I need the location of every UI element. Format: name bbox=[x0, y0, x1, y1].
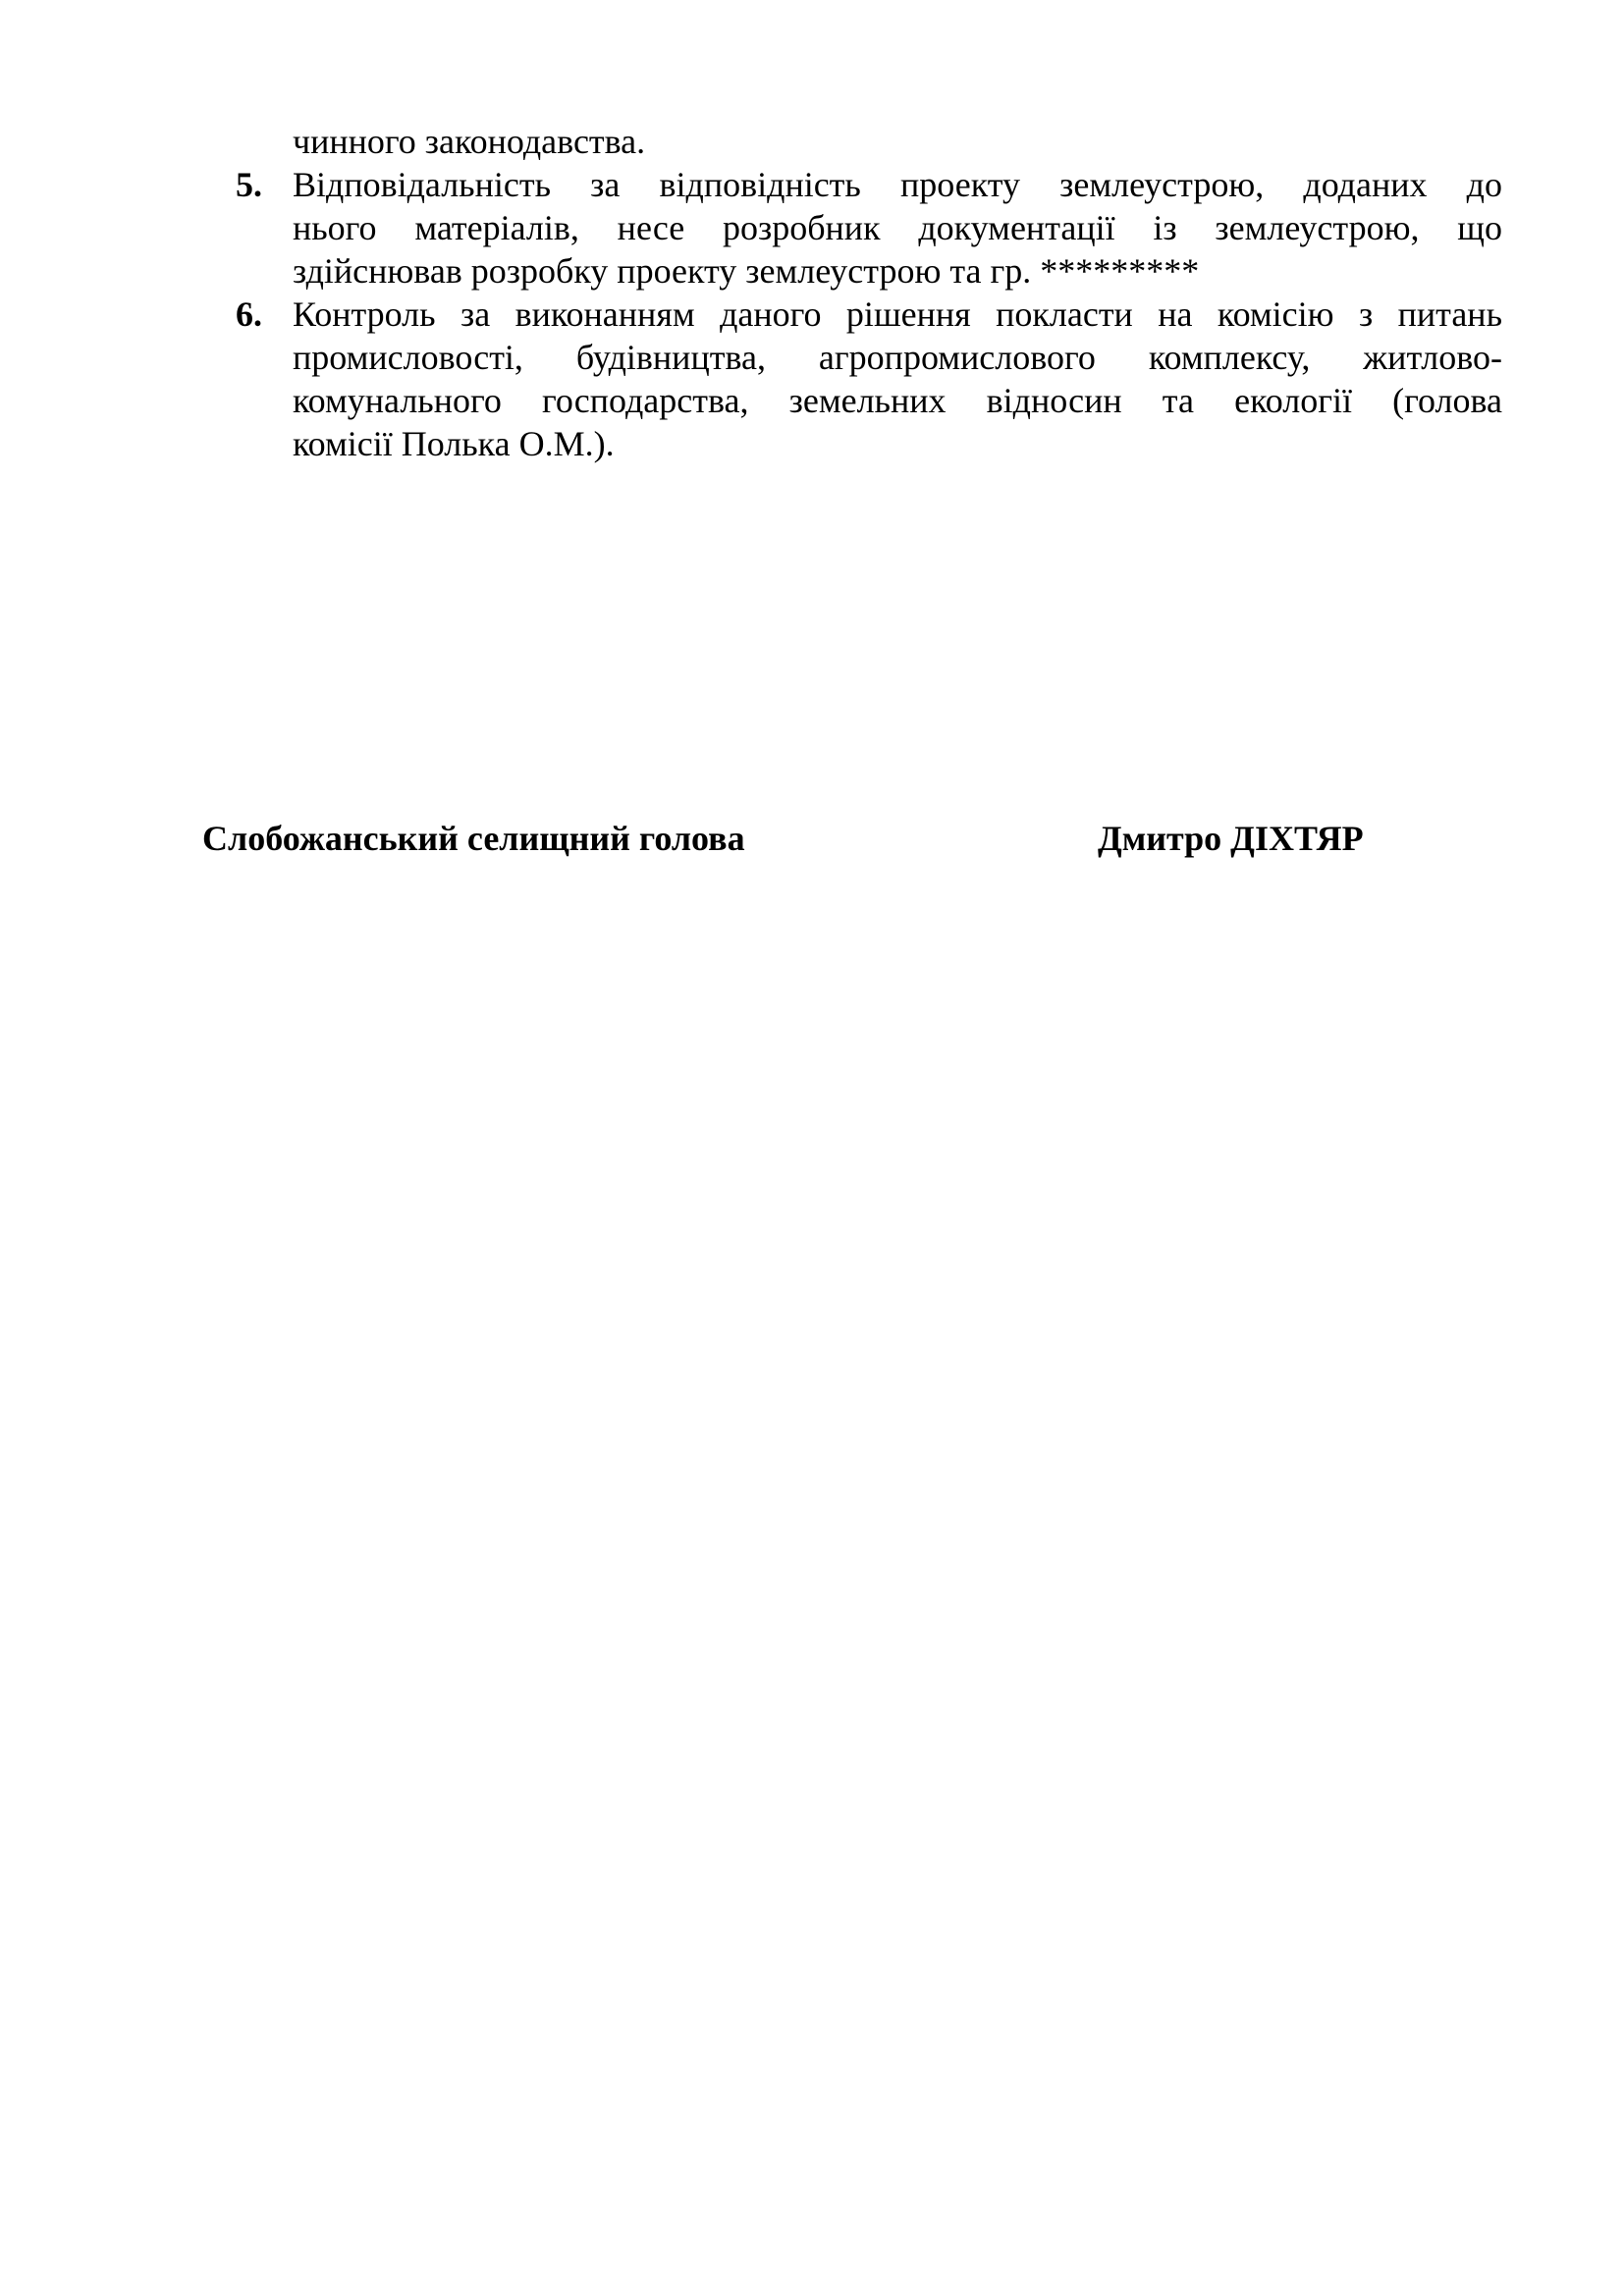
signature-name: Дмитро ДІХТЯР bbox=[1098, 819, 1364, 858]
item-text-line: нього матеріалів, несе розробник документації із землеустрою, що bbox=[293, 208, 1502, 247]
continuation-text: чинного законодавства. bbox=[293, 122, 646, 161]
list-item-6 bbox=[236, 293, 1502, 465]
item-text-line: комунального господарства, земельних відносин та екології (голова bbox=[293, 381, 1502, 420]
item-text-line: Контроль за виконанням даного рішення покласти на комісію з питань bbox=[293, 294, 1502, 334]
item-number: 5. bbox=[236, 165, 262, 204]
item-text-line: Відповідальність за відповідність проекту землеустрою, доданих до bbox=[293, 165, 1502, 204]
item-text bbox=[293, 163, 1502, 293]
item-text-line: здійснював розробку проекту землеустрою та гр. ********* bbox=[293, 251, 1200, 291]
signature-position: Слобожанський селищний голова bbox=[202, 819, 745, 858]
item-text bbox=[293, 293, 1502, 465]
item-text-line: промисловості, будівництва, агропромислового комплексу, житлово- bbox=[293, 338, 1502, 377]
list-item-5 bbox=[236, 163, 1502, 293]
item-text-line: комісії Полька О.М.). bbox=[293, 424, 615, 463]
item-number: 6. bbox=[236, 294, 262, 334]
